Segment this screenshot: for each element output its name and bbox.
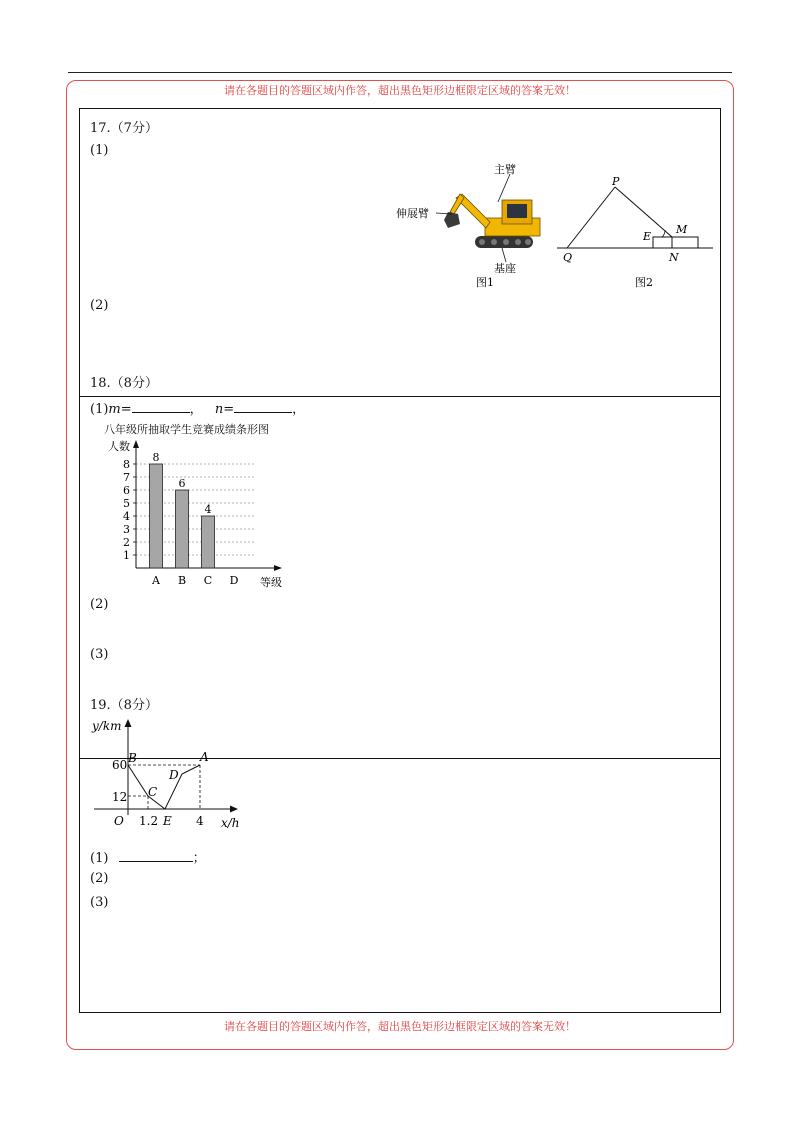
point-Q: Q bbox=[563, 251, 573, 264]
origin-O: O bbox=[114, 814, 124, 828]
bar-chart bbox=[104, 436, 304, 592]
q19-part1-end: ； bbox=[192, 851, 206, 866]
data-label-B: 6 bbox=[178, 477, 186, 490]
distance-time-graph bbox=[88, 715, 258, 835]
ytick-12: 12 bbox=[112, 790, 128, 804]
q18-part1-prefix: (1) bbox=[90, 402, 109, 417]
y-tick-label-3: 3 bbox=[123, 523, 130, 536]
ytick-60: 60 bbox=[112, 758, 128, 772]
q18-part3: (3) bbox=[90, 647, 109, 662]
point-C: C bbox=[148, 785, 158, 799]
y-tick-label-4: 4 bbox=[123, 510, 130, 523]
y-tick-label-6: 6 bbox=[123, 484, 130, 497]
point-E: E bbox=[643, 230, 652, 243]
q17-title: 17.（7分） bbox=[90, 121, 158, 136]
q18-n-blank[interactable] bbox=[234, 400, 292, 413]
q18-n-label: n bbox=[214, 402, 224, 417]
y-axis-arrow bbox=[133, 440, 139, 448]
point-E: E bbox=[163, 814, 172, 828]
q18-m-label: m bbox=[108, 402, 121, 417]
point-P: P bbox=[612, 175, 620, 188]
y-tick-label-8: 8 bbox=[123, 458, 130, 471]
point-M: M bbox=[676, 223, 688, 236]
q18-m-blank[interactable] bbox=[132, 400, 190, 413]
q19-title: 19.（8分） bbox=[90, 698, 158, 713]
warning-bottom: 请在各题目的答题区域内作答，超出黑色矩形边框限定区域的答案无效！ bbox=[224, 1020, 576, 1033]
y-axis-title: 人数 bbox=[108, 440, 130, 453]
q18-eq-m: = bbox=[120, 402, 132, 417]
label-extension-arm: 伸展臂 bbox=[396, 207, 429, 220]
q18-comma-1: ， bbox=[189, 402, 203, 417]
y-tick-label-2: 2 bbox=[123, 536, 130, 549]
q17-part2: (2) bbox=[90, 298, 109, 313]
xtick-4: 4 bbox=[196, 814, 204, 828]
xtick-1-2: 1.2 bbox=[139, 814, 159, 828]
y-tick-label-5: 5 bbox=[123, 497, 130, 510]
fig1-caption: 图1 bbox=[476, 276, 494, 288]
q18-comma-2: ， bbox=[292, 402, 306, 417]
excavator-bucket bbox=[444, 212, 460, 228]
graph-ylabel: y/km bbox=[92, 719, 122, 733]
x-axis-arrow bbox=[274, 565, 282, 571]
header-rule bbox=[68, 72, 732, 73]
bar-B bbox=[176, 490, 189, 568]
q19-part1 bbox=[90, 847, 206, 866]
q18-eq-n: = bbox=[223, 402, 235, 417]
data-label-A: 8 bbox=[152, 451, 160, 464]
fig2-caption: 图2 bbox=[635, 276, 653, 289]
point-N: N bbox=[669, 251, 679, 264]
y-tick-label-7: 7 bbox=[123, 471, 130, 484]
point-A: A bbox=[200, 750, 209, 764]
chart-title: 八年级所抽取学生竞赛成绩条形图 bbox=[104, 423, 269, 436]
point-B: B bbox=[128, 751, 137, 765]
label-base: 基座 bbox=[494, 262, 516, 275]
bar-C bbox=[202, 516, 215, 568]
q18-title: 18.（8分） bbox=[90, 376, 158, 391]
x-axis-title: 等级 bbox=[260, 576, 282, 589]
x-tick-label-D: D bbox=[229, 574, 239, 587]
excavator-figure bbox=[390, 158, 550, 288]
bar-A bbox=[150, 464, 163, 568]
q17-part1: (1) bbox=[90, 143, 109, 158]
geometry-figure-2 bbox=[555, 170, 715, 290]
data-label-C: 4 bbox=[204, 503, 212, 516]
q19-part3: (3) bbox=[90, 895, 109, 910]
x-tick-label-B: B bbox=[177, 574, 187, 587]
x-tick-label-A: A bbox=[152, 574, 160, 587]
y-tick-label-1: 1 bbox=[123, 549, 130, 562]
graph-xlabel: x/h bbox=[221, 816, 240, 830]
warning-top: 请在各题目的答题区域内作答，超出黑色矩形边框限定区域的答案无效！ bbox=[224, 84, 576, 97]
label-main-arm: 主臂 bbox=[494, 163, 516, 176]
q19-part2: (2) bbox=[90, 871, 109, 886]
q19-part1-blank[interactable] bbox=[119, 849, 193, 862]
point-D: D bbox=[169, 768, 179, 782]
q18-part2: (2) bbox=[90, 597, 109, 612]
q19-part1-prefix: (1) bbox=[90, 851, 109, 866]
q18-part1 bbox=[90, 398, 305, 417]
x-tick-label-C: C bbox=[203, 574, 213, 587]
